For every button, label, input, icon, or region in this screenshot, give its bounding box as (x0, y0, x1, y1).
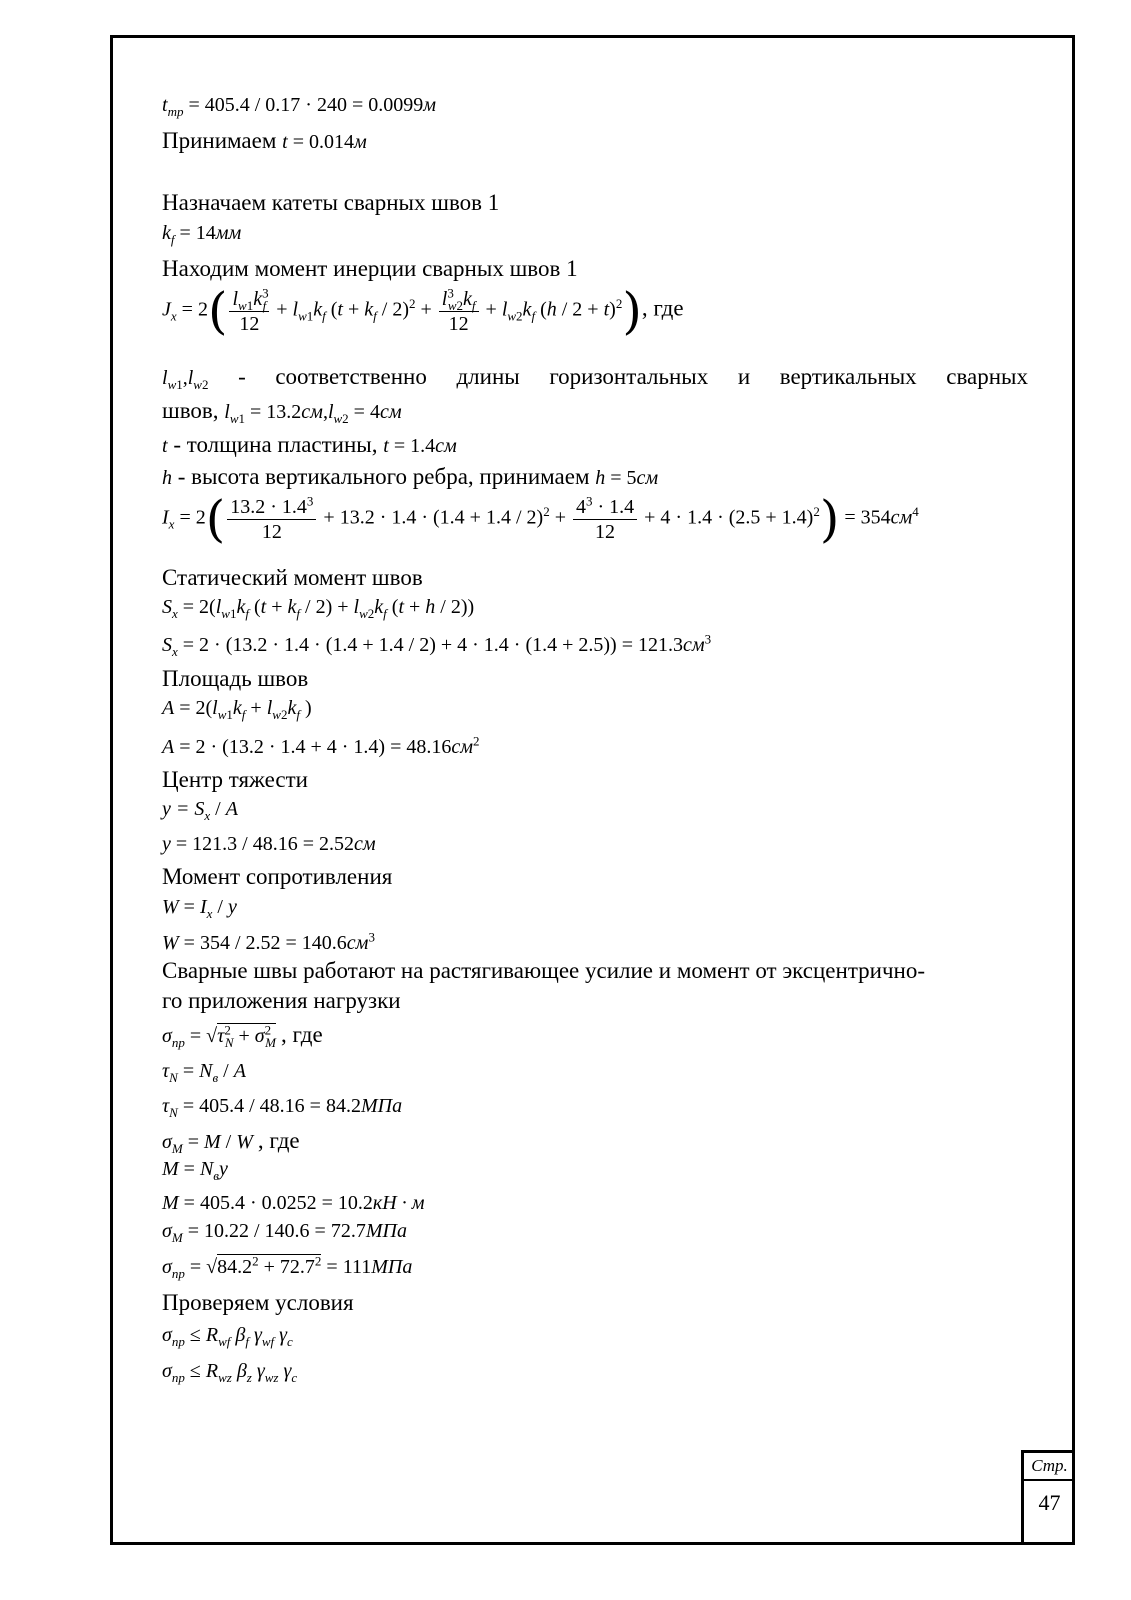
accept-t-line: Принимаем t = 0.014м (162, 128, 367, 153)
formula-m: $M = N_вy$ (162, 1158, 228, 1183)
formula-y: $y = S_x / A$ (162, 798, 238, 823)
heading-centroid: Центр тяжести (162, 767, 308, 792)
formula-kf: $k_f = 14мм$ (162, 222, 242, 247)
formula-a: $A = 2(l_{w1}k_f + l_{w2}k_f$ ) (162, 697, 312, 722)
formula-w-numeric: $W = 354 / 2.52 = 140.6см^3$ (162, 929, 375, 954)
page-number-stamp (1021, 1450, 1075, 1545)
heading-weld-legs: Назначаем катеты сварных швов 1 (162, 190, 500, 215)
paragraph-welds-line2: го приложения нагрузки (162, 988, 401, 1013)
formula-t-required: $t_{тр} = 405.4 / 0.17 \cdot 240 = 0.0099м$ (162, 94, 436, 119)
heading-static-moment: Статический момент швов (162, 565, 423, 590)
formula-tau-numeric: $\tau_N = 405.4 / 48.16 = 84.2МПа$ (162, 1095, 403, 1120)
formula-sx: $S_x = 2(l_{w1}k_f$ $(t + k_f / 2) + l_{w2}k_f$ (t + h / 2)) (162, 596, 475, 621)
page-number: 47 (1038, 1490, 1061, 1515)
heading-check-conditions: Проверяем условия (162, 1290, 354, 1315)
formula-jx: $J_x = 2$( $\frac{l_{w1}k^3_f}{12}$ + $l_{w1}k_f$ $(t + k_f / 2)^2$ + $\frac{l^3_{w2}k_f}{12}$ + $l_{w2}k_f$ $(h / 2 + t)^2$), где (162, 282, 684, 340)
heading-inertia: Находим момент инерции сварных швов 1 (162, 256, 578, 281)
lw-description: $l_{w1},l_{w2}$ - соответственно длины горизонтальных и вертикальных сварных (162, 364, 1029, 392)
h-description: h - высота вертикального ребра, принимаем h = 5см (162, 464, 659, 489)
formula-y-numeric: y = 121.3 / 48.16 = 2.52см (162, 833, 376, 855)
heading-section-modulus: Момент сопротивления (162, 864, 393, 889)
formula-sigma-m: $\sigma_M = M / W$ , где (162, 1128, 300, 1156)
paragraph-welds-line1: Сварные швы работают на растягивающее усилие и момент от эксцентрично- (162, 958, 925, 983)
formula-tau: $\tau_N = N_в / A$ (162, 1060, 246, 1085)
condition-wz: $\sigma_{пр} \le R_{wz}$ $\beta_z$ $\gamma_{wz}$ $\gamma_c$ (162, 1360, 298, 1385)
formula-sigma-pr-numeric: $\sigma_{пр} = √84.2^2 + 72.7^2 = 111МПа$ (162, 1253, 413, 1281)
heading-area: Площадь швов (162, 666, 309, 691)
t-description: t - толщина пластины, t = 1.4см (162, 432, 457, 457)
page-label: Стр. (1024, 1453, 1075, 1481)
formula-sx-numeric: $S_x = 2 \cdot (13.2 \cdot 1.4 \cdot (1.4 + 1.4 / 2) + 4 \cdot 1.4 \cdot (1.4 + 2.5)) = 121.3см^3$ (162, 631, 712, 659)
formula-m-numeric: M = 405.4 · 0.0252 = 10.2кН · м (162, 1192, 425, 1214)
formula-ix-numeric: $I_x = 2$( $\frac{13.2 \cdot 1.4^3}{12}$ + $13.2 \cdot 1.4 \cdot (1.4 + 1.4 / 2)^2$ + $\frac{4^3 \cdot 1.4}{12}$ + $4 \cdot 1.4 \cdot (2.5 + 1.4)^2) = 354см^4$ (162, 490, 919, 548)
formula-sigma-pr: $\sigma_{пр} = √\tau^2_N + \sigma^2_M$ , где (162, 1022, 323, 1050)
condition-wf: $\sigma_{пр} \le R_{wf}$ $\beta_f$ $\gamma_{wf}$ $\gamma_c$ (162, 1324, 293, 1349)
formula-w: $W = I_x / y$ (162, 896, 237, 921)
formula-a-numeric: $A = 2 \cdot (13.2 \cdot 1.4 + 4 \cdot 1.4) = 48.16см^2$ (162, 733, 480, 758)
formula-sigma-m-numeric: $\sigma_M = 10.22 / 140.6 = 72.7МПа$ (162, 1220, 407, 1245)
lw-values-line: швов, $l_{w1} = 13.2см,l_{w2} = 4см$ (162, 398, 402, 426)
